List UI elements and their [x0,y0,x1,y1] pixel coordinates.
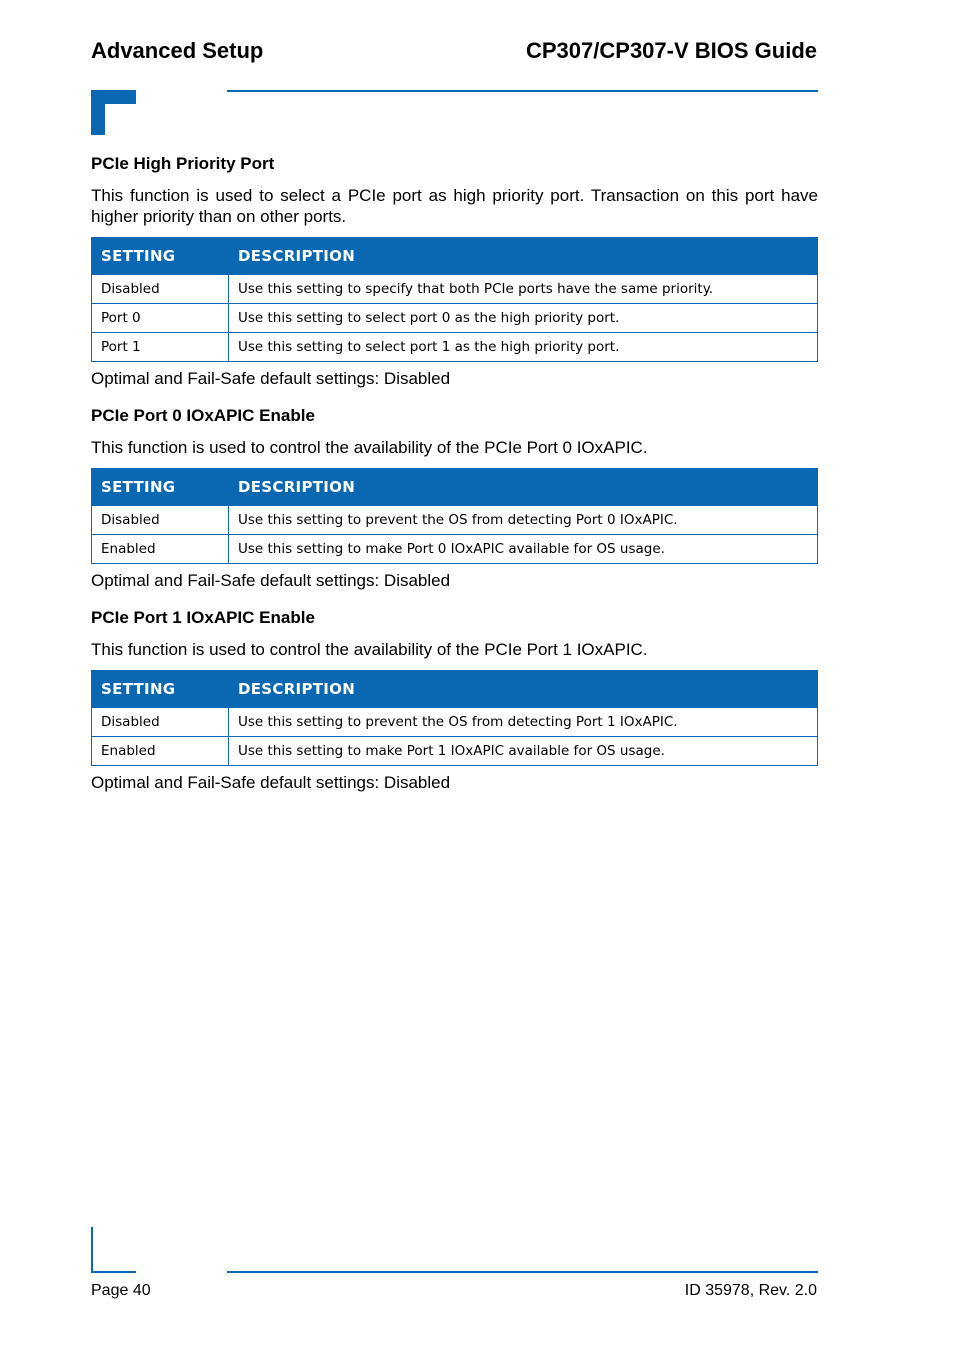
settings-table [91,468,818,564]
table-row [92,275,818,304]
description-cell: Use this setting to prevent the OS from detecting Port 0 IOxAPIC. [229,506,818,535]
description-cell: Use this setting to specify that both PCIe ports have the same priority. [229,275,818,304]
table-header-row [92,671,818,708]
settings-table [91,237,818,362]
table-row [92,333,818,362]
description-cell: Use this setting to select port 0 as the high priority port. [229,304,818,333]
section-title: PCIe Port 0 IOxAPIC Enable [91,406,315,425]
column-header-description: DESCRIPTION [229,238,818,275]
header-guide-title: CP307/CP307-V BIOS Guide [526,38,817,63]
setting-cell: Enabled [92,535,229,564]
description-cell: Use this setting to select port 1 as the high priority port. [229,333,818,362]
footer-rule [227,1271,818,1273]
setting-cell: Disabled [92,275,229,304]
corner-logo-mark [91,90,136,135]
setting-cell: Port 1 [92,333,229,362]
column-header-description: DESCRIPTION [229,469,818,506]
document-id: ID 35978, Rev. 2.0 [684,1282,817,1299]
table-row [92,737,818,766]
page-number: Page 40 [91,1282,151,1299]
setting-cell: Disabled [92,506,229,535]
description-cell: Use this setting to make Port 1 IOxAPIC available for OS usage. [229,737,818,766]
settings-table [91,670,818,766]
table-header-row [92,469,818,506]
table-row [92,708,818,737]
table-row [92,304,818,333]
column-header-description: DESCRIPTION [229,671,818,708]
column-header-setting: SETTING [92,671,229,708]
column-header-setting: SETTING [92,469,229,506]
default-settings-note: Optimal and Fail-Safe default settings: Disabled [91,369,451,388]
setting-cell: Port 0 [92,304,229,333]
section-description: This function is used to control the availability of the PCIe Port 0 IOxAPIC. [91,438,648,457]
page-content [91,153,818,809]
section-pcie-port1-ioxapic [91,607,818,793]
header-section-title: Advanced Setup [91,38,264,63]
section-title: PCIe Port 1 IOxAPIC Enable [91,608,315,627]
setting-cell: Disabled [92,708,229,737]
section-pcie-high-priority-port [91,153,818,389]
default-settings-note: Optimal and Fail-Safe default settings: Disabled [91,773,451,792]
footer-corner-mark [91,1227,136,1273]
table-header-row [92,238,818,275]
description-cell: Use this setting to prevent the OS from detecting Port 1 IOxAPIC. [229,708,818,737]
section-title: PCIe High Priority Port [91,154,275,173]
column-header-setting: SETTING [92,238,229,275]
table-row [92,506,818,535]
setting-cell: Enabled [92,737,229,766]
section-description: This function is used to control the availability of the PCIe Port 1 IOxAPIC. [91,640,648,659]
section-pcie-port0-ioxapic [91,405,818,591]
default-settings-note: Optimal and Fail-Safe default settings: Disabled [91,571,451,590]
description-cell: Use this setting to make Port 0 IOxAPIC available for OS usage. [229,535,818,564]
header-rule [227,90,818,92]
table-row [92,535,818,564]
section-description: This function is used to select a PCIe port as high priority port. Transaction on this port have higher priority than on other ports. [91,186,818,226]
